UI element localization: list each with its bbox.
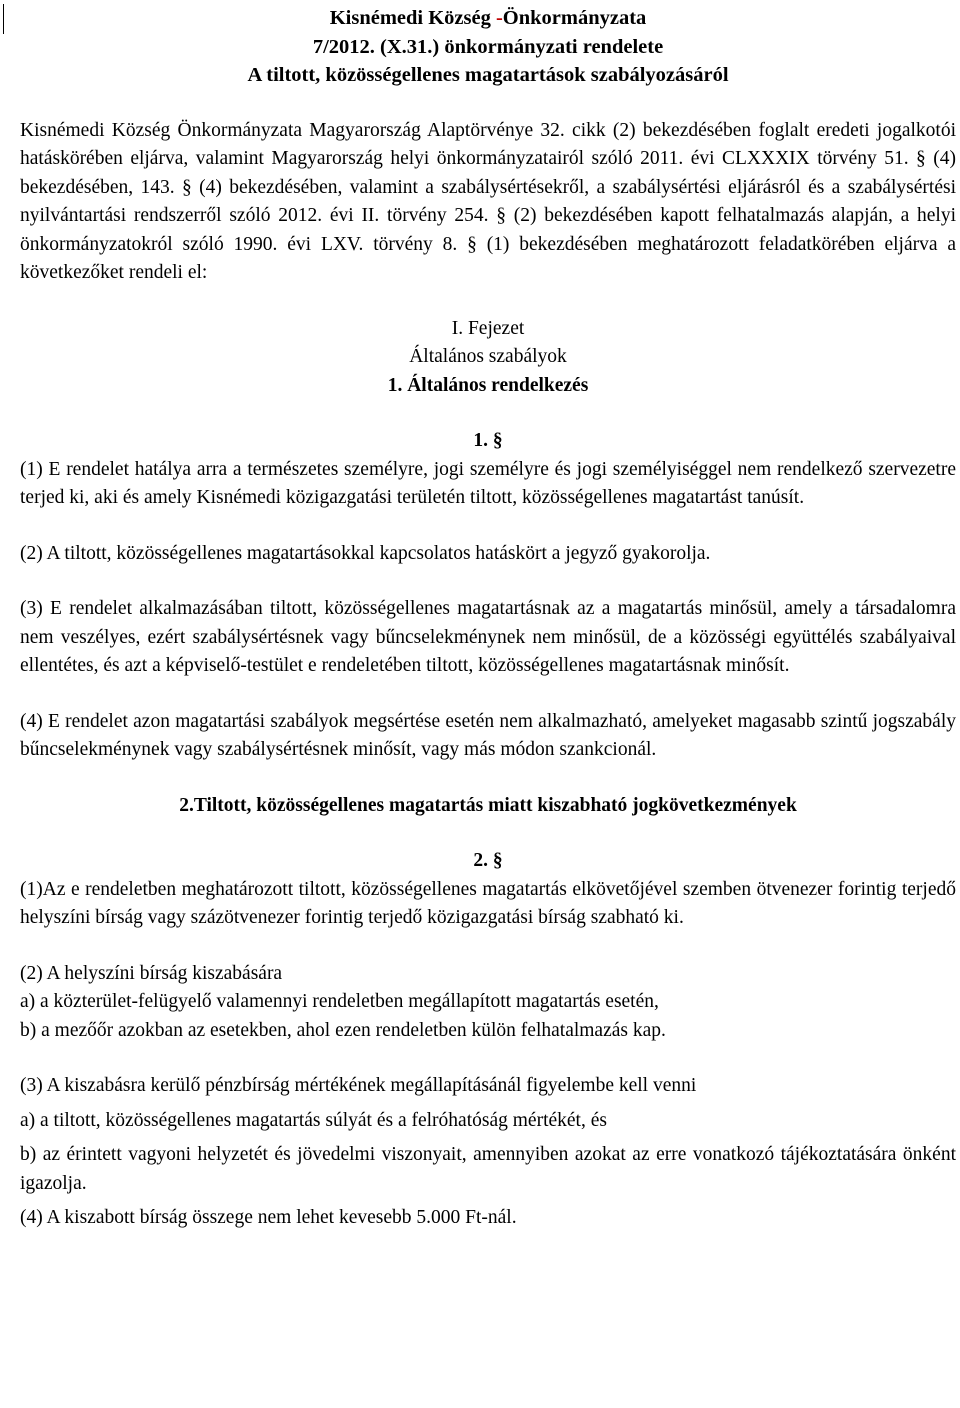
paragraph-1-heading: 1. § [473,430,503,451]
document-page [20,4,956,1233]
paragraph-2-subsection-2 [20,960,956,1046]
title-hyphen: - [495,7,503,29]
section-1-title: 1. Általános rendelkezés [387,374,589,396]
paragraph-2-subsection-1: (1)Az e rendeletben meghatározott tiltott, közösségellenes magatartás elkövetőjével szemben ötvenezer forintig terjedő helyszíni bírság vagy százötvenezer forintig terjedő közigazgatási bírság szabható ki. [20,878,956,928]
paragraph-2-subsection-2-point-b: b) a mezőőr azokban az esetekben, ahol ezen rendeletben külön felhatalmazás kap. [20,1019,666,1041]
preamble: Kisnémedi Község Önkormányzata Magyarország Alaptörvénye 32. cikk (2) bekezdésében foglalt eredeti jogalkotói hatáskörében eljárva, valamint Magyarország helyi önkormányzatairól szóló 2011. évi CLXXXIX törvény 51. § (4) bekezdésében, 143. § (4) bekezdésében, valamint a szabálysértésekről, a szabálysértési eljárásról és a szabálysértési nyilvántartási rendszerről szóló 2012. évi II. törvény 254. § (2) bekezdésében kapott felhatalmazás alapján, a helyi önkormányzatokról szóló 1990. évi LXV. törvény 8. § (1) bekezdésében meghatározott feladatkörében eljárva a következőket rendeli el: [20,119,956,283]
title-line-decree-number: 7/2012. (X.31.) önkormányzati rendelete [312,35,664,58]
paragraph-2-subsection-2-point-a: a) a közterület-felügyelő valamennyi rendeletben megállapított magatartás esetén, [20,991,659,1012]
paragraph-2-subsection-4: (4) A kiszabott bírság összege nem lehet kevesebb 5.000 Ft-nál. [20,1207,517,1228]
paragraph-1-subsection-4: (4) E rendelet azon magatartási szabályok megsértése esetén nem alkalmazható, amelyeket magasabb szintű jogszabály bűncselekménynek vagy szabálysértésnek minősít, vagy más módon szankcionál. [20,710,956,760]
paragraph-1-subsection-1: (1) E rendelet hatálya arra a természetes személyre, jogi személyre és jogi személyiséggel nem rendelkező szervezetre terjed ki, aki és amely Kisnémedi közigazgatási területén tiltott, közösségellenes magatartást tanúsít. [20,458,956,508]
paragraph-2-subsection-3-point-b: b) az érintett vagyoni helyzetét és jövedelmi viszonyait, amennyiben azokat az erre vonatkozó tájékoztatására önként igazolja. [20,1144,956,1194]
title-line-municipality [20,4,956,33]
paragraph-2-subsection-3-point-a: a) a tiltott, közösségellenes magatartás súlyát és a felróhatóság mértékét, és [20,1109,607,1131]
text-cursor [3,4,4,34]
title-municipality-suffix: Önkormányzata [502,7,647,29]
chapter-name: Általános szabályok [409,346,567,367]
document-title [20,4,956,90]
section-2-title: 2.Tiltott, közösségellenes magatartás miatt kiszabható jogkövetkezmények [179,794,797,816]
title-line-subject: A tiltott, közösségellenes magatartások szabályozásáról [247,64,729,86]
paragraph-2-heading: 2. § [473,850,503,871]
paragraph-2-subsection-2-intro: (2) A helyszíni bírság kiszabására [20,962,283,984]
title-municipality-name: Kisnémedi Község [329,7,496,29]
chapter-heading [20,315,956,401]
chapter-number: I. Fejezet [451,317,525,339]
paragraph-1-subsection-2: (2) A tiltott, közösségellenes magatartásokkal kapcsolatos hatáskört a jegyző gyakorolja. [20,542,711,564]
paragraph-1-subsection-3: (3) E rendelet alkalmazásában tiltott, közösségellenes magatartásnak az a magatartás minősül, amely a társadalomra nem veszélyes, ezért szabálysértésnek vagy bűncselekménynek nem minősül, de a közösségi együttélés szabályaival ellentétes, és azt a képviselő-testület e rendeletében tiltott, közösségellenes magatartásnak minősít. [20,598,956,676]
paragraph-2-subsection-3: (3) A kiszabásra kerülő pénzbírság mértékének megállapításánál figyelembe kell venni [20,1075,697,1096]
